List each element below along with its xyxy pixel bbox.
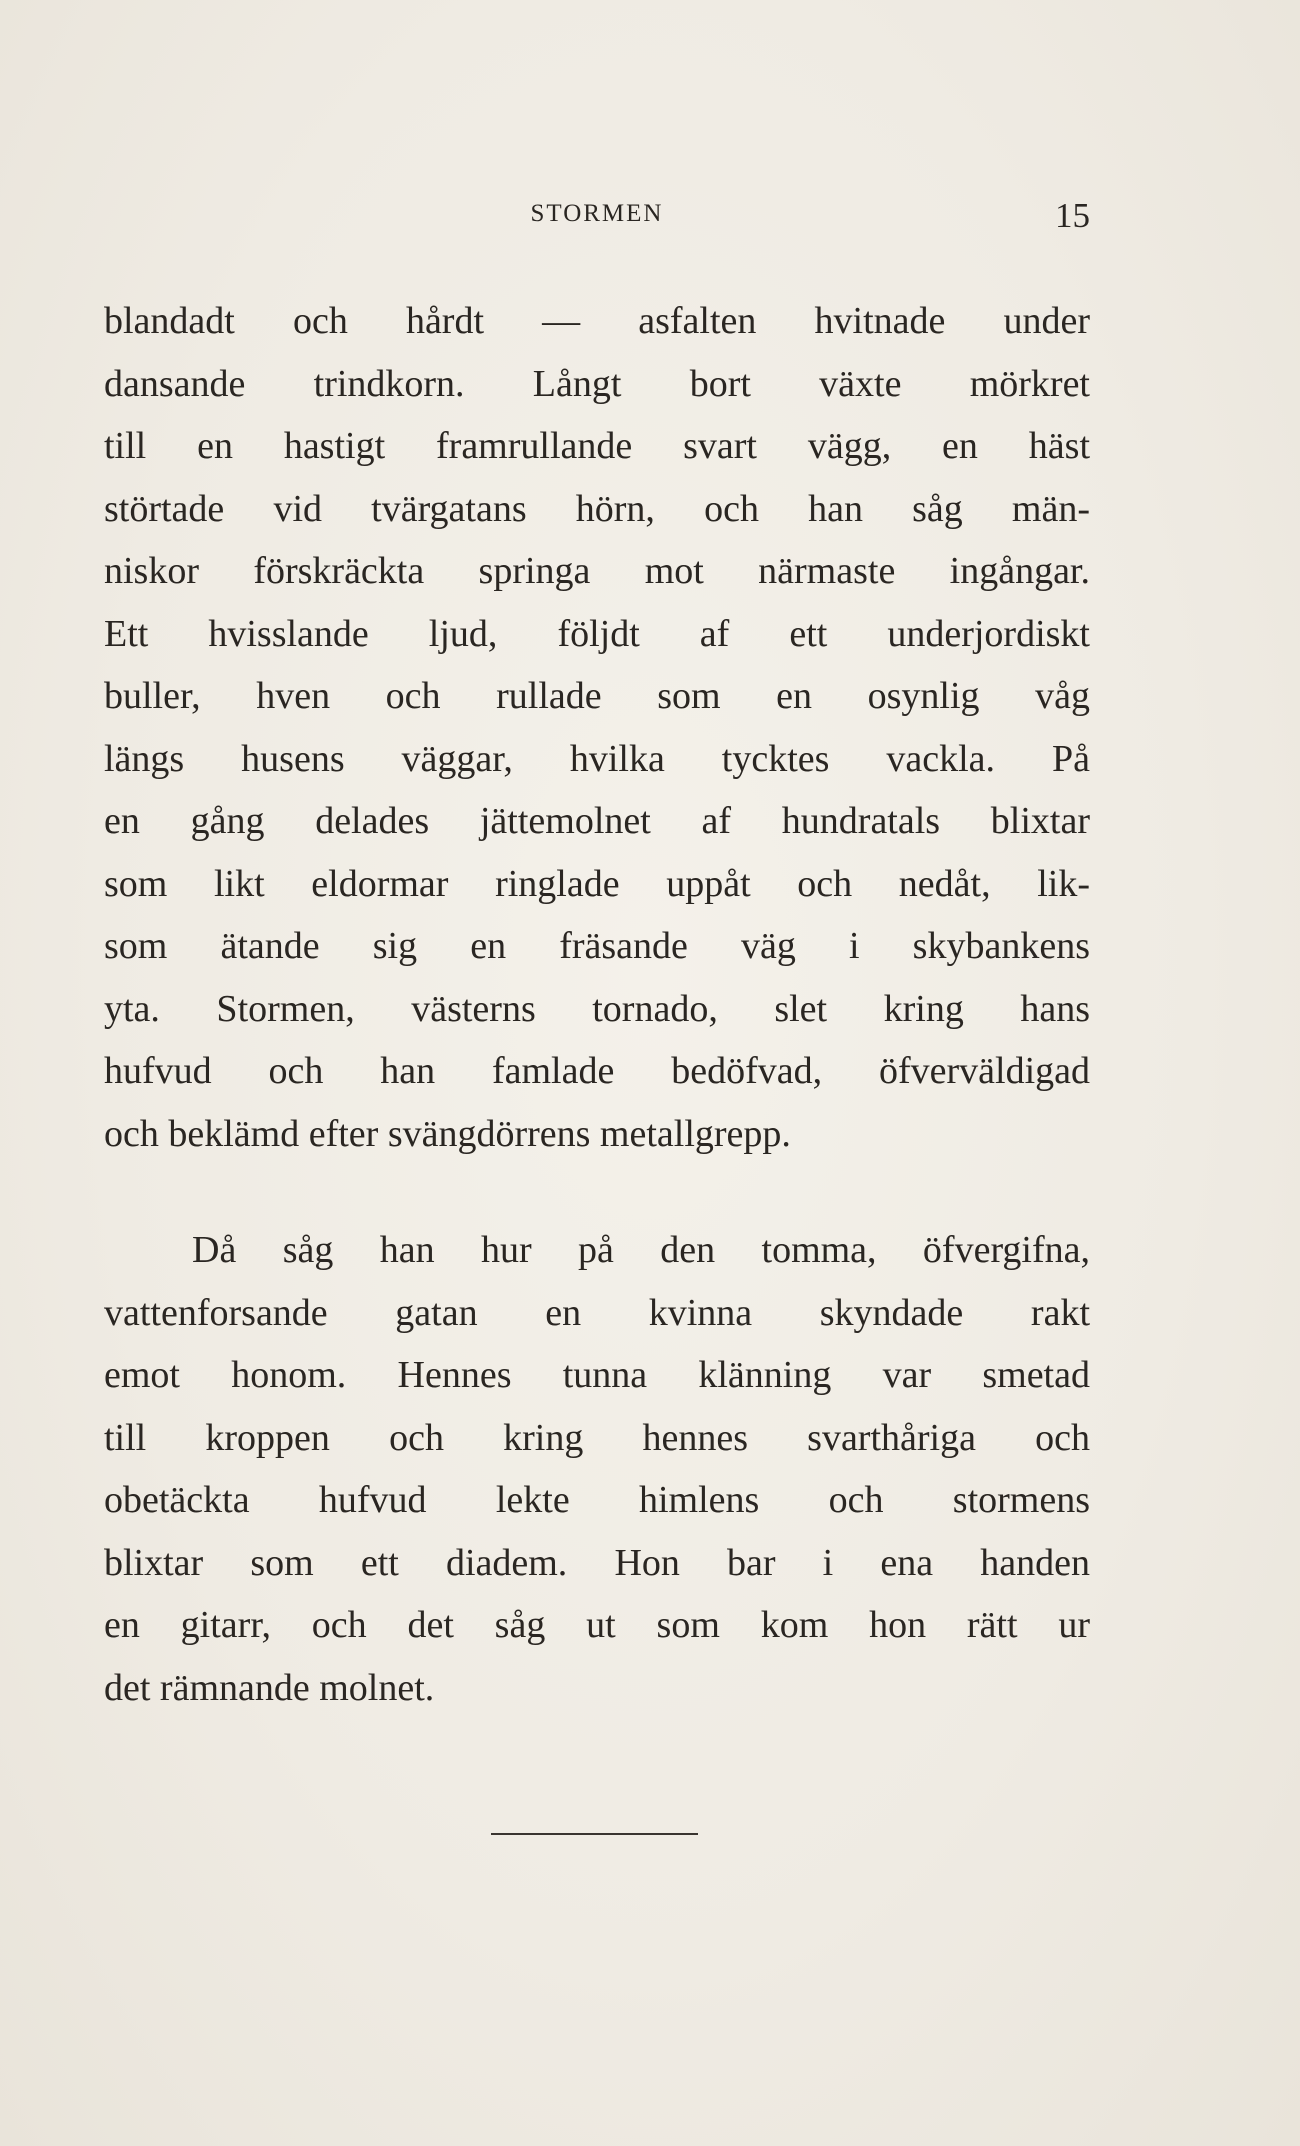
running-head: STORMEN — [530, 200, 664, 227]
text-line: emot honom. Hennes tunna klänning var smetad — [104, 1354, 1090, 1396]
text-line: som ätande sig en fräsande väg i skybankens — [104, 925, 1090, 967]
paragraph-2 — [104, 1219, 1090, 1719]
text-line: Ett hvisslande ljud, följdt af ett underjordiskt — [104, 612, 1090, 655]
text-line: som likt eldormar ringlade uppåt och nedåt, lik- — [104, 862, 1090, 905]
text-line: vattenforsande gatan en kvinna skyndade rakt — [104, 1291, 1090, 1334]
text-line: det rämnande molnet. — [104, 1666, 435, 1709]
text-line: längs husens väggar, hvilka tycktes vackla. På — [104, 737, 1090, 780]
text-line: yta. Stormen, västerns tornado, slet kring hans — [104, 987, 1090, 1030]
text-line: Då såg han hur på den tomma, öfvergifna, — [192, 1229, 1090, 1271]
page-header — [104, 196, 1090, 240]
text-line: till en hastigt framrullande svart vägg, en häst — [104, 425, 1090, 467]
text-line: en gitarr, och det såg ut som kom hon rätt ur — [104, 1604, 1090, 1646]
text-line: blixtar som ett diadem. Hon bar i ena handen — [104, 1541, 1090, 1584]
section-rule — [491, 1833, 698, 1835]
page-number: 15 — [1055, 196, 1090, 235]
text-line: och beklämd efter svängdörrens metallgrepp. — [104, 1112, 791, 1155]
paragraph-spacer — [104, 1165, 1090, 1219]
body-text — [104, 290, 1090, 1719]
text-line: störtade vid tvärgatans hörn, och han såg män- — [104, 487, 1090, 530]
text-line: en gång delades jättemolnet af hundratals blixtar — [104, 800, 1090, 842]
text-line: niskor förskräckta springa mot närmaste ingångar. — [104, 550, 1090, 592]
text-line: blandadt och hårdt — asfalten hvitnade under — [104, 300, 1090, 342]
text-line: buller, hven och rullade som en osynlig våg — [104, 675, 1090, 717]
text-line: till kroppen och kring hennes svarthåriga och — [104, 1416, 1090, 1459]
text-line: obetäckta hufvud lekte himlens och stormens — [104, 1479, 1090, 1521]
text-line: dansande trindkorn. Långt bort växte mörkret — [104, 362, 1090, 405]
paragraph-1 — [104, 290, 1090, 1165]
text-line: hufvud och han famlade bedöfvad, öfverväldigad — [104, 1050, 1090, 1092]
